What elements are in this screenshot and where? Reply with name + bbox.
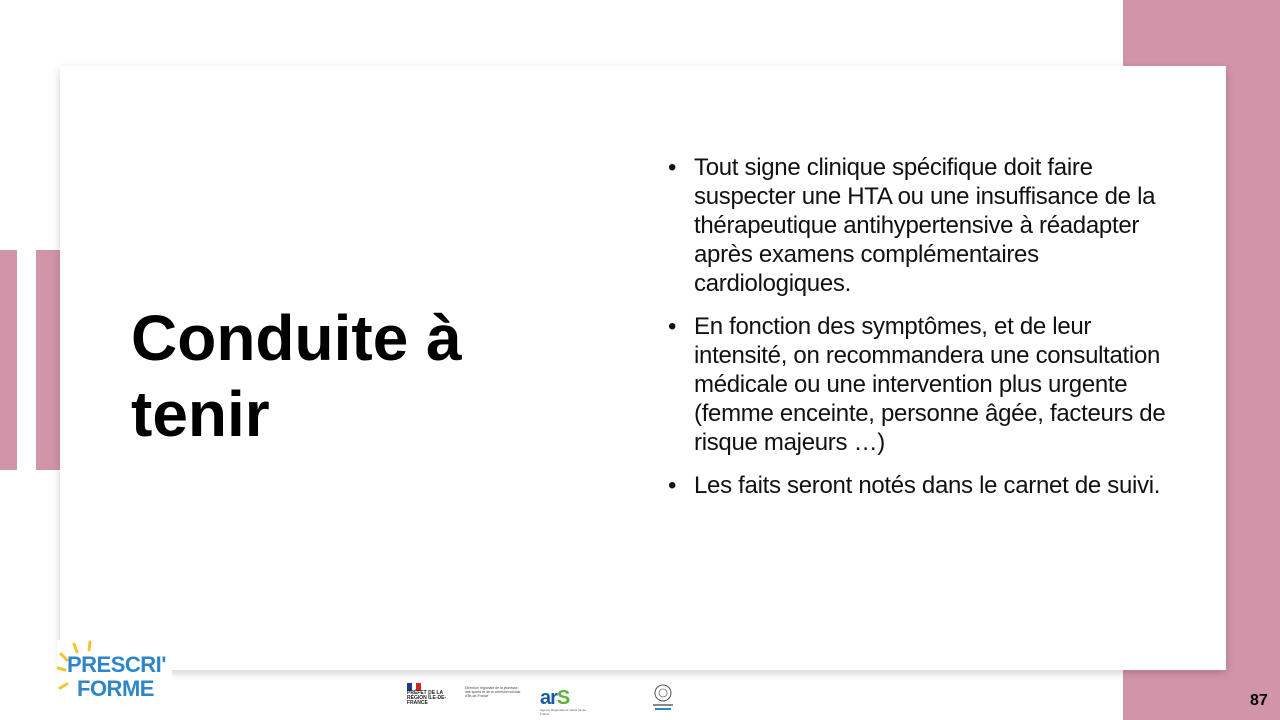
ars-logo-text (540, 688, 569, 708)
bullet-item: • En fonction des symptômes, et de leur intensité, on recommandera une consultation médicale ou une intervention plus urgente (femme enceinte, personne âgée, facteurs de risque majeurs …) (668, 312, 1168, 457)
prefet-logo-text: PRÉFET DE LA RÉGION ÎLE-DE-FRANCE (407, 690, 447, 706)
prescriforme-logo-line1: PRESCRI' (67, 652, 167, 677)
decorative-pink-bar-left (0, 250, 17, 470)
bullet-item: • Tout signe clinique spécifique doit faire suspecter une HTA ou une insuffisance de la thérapeutique antihypertensive à réadapter après examens complémentaires cardiologiques. (668, 153, 1168, 298)
bullet-item: • Les faits seront notés dans le carnet de suivi. (668, 471, 1168, 500)
ars-logo (540, 688, 590, 716)
ars-logo-subtext: Agence Régionale de Santé Île-de-France (540, 708, 587, 716)
prefet-logo-subtext: Direction régionale de la jeunesse, des sports et de la cohésion sociale d'Île-de-France (465, 686, 521, 698)
bullet-list (668, 153, 1168, 514)
prefet-idf-logo (407, 683, 527, 713)
page-number: 87 (1250, 692, 1268, 709)
seal-icon (650, 682, 680, 714)
ars-logo-main: ar (540, 687, 557, 709)
slide-title: Conduite à tenir (131, 302, 462, 450)
seal-logo (650, 682, 680, 714)
ars-logo-s: S (556, 687, 570, 709)
prescriforme-logo-line2: FORME (77, 676, 154, 701)
prescriforme-logo (57, 640, 172, 716)
decorative-pink-bar-left-inner (36, 250, 60, 470)
